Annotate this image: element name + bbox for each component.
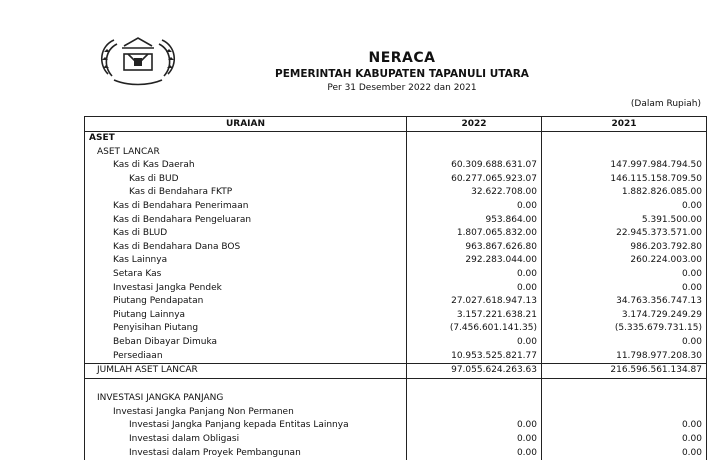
table-row <box>85 336 707 350</box>
balance-sheet-table <box>84 116 707 460</box>
row-label: Investasi dalam Obligasi <box>85 433 407 447</box>
row-label: ASET LANCAR <box>85 146 407 160</box>
value-2021: 0.00 <box>542 282 707 296</box>
value-2022: 60.277.065.923.07 <box>407 173 542 187</box>
table-row <box>85 322 707 336</box>
value-2022: 97.055.624.263.63 <box>407 364 542 379</box>
row-label: Kas Lainnya <box>85 254 407 268</box>
value-2021: 22.945.373.571.00 <box>542 227 707 241</box>
value-2022: 60.309.688.631.07 <box>407 159 542 173</box>
row-label: Investasi Jangka Pendek <box>85 282 407 296</box>
row-label: Persediaan <box>85 350 407 364</box>
value-2021: 1.882.826.085.00 <box>542 186 707 200</box>
total-row <box>85 364 707 379</box>
value-2022: 27.027.618.947.13 <box>407 295 542 309</box>
row-label: Kas di Bendahara Penerimaan <box>85 200 407 214</box>
value-2021: 0.00 <box>542 268 707 282</box>
row-label: Investasi dalam Proyek Pembangunan <box>85 447 407 461</box>
table-row <box>85 186 707 200</box>
table-row <box>85 254 707 268</box>
table-row <box>85 146 707 160</box>
table-row <box>85 132 707 146</box>
column-header-uraian: URAIAN <box>85 117 407 132</box>
value-2021: 986.203.792.80 <box>542 241 707 255</box>
value-2022: 0.00 <box>407 433 542 447</box>
value-2021: 216.596.561.134.87 <box>542 364 707 379</box>
row-label: Kas di Kas Daerah <box>85 159 407 173</box>
row-label: JUMLAH ASET LANCAR <box>85 364 407 379</box>
row-label: INVESTASI JANGKA PANJANG <box>85 392 407 406</box>
row-label: Piutang Lainnya <box>85 309 407 323</box>
table-row <box>85 309 707 323</box>
column-header-2021: 2021 <box>542 117 707 132</box>
value-2022: 3.157.221.638.21 <box>407 309 542 323</box>
value-2021: 11.798.977.208.30 <box>542 350 707 364</box>
table-row <box>85 295 707 309</box>
table-row <box>85 159 707 173</box>
value-2022: 0.00 <box>407 447 542 461</box>
column-header-2022: 2022 <box>407 117 542 132</box>
value-2021: (5.335.679.731.15) <box>542 322 707 336</box>
value-2021: 34.763.356.747.13 <box>542 295 707 309</box>
table-row <box>85 350 707 364</box>
value-2021: 0.00 <box>542 433 707 447</box>
row-label: Beban Dibayar Dimuka <box>85 336 407 350</box>
value-2021: 0.00 <box>542 419 707 433</box>
row-label: Kas di Bendahara FKTP <box>85 186 407 200</box>
table-header-row <box>85 117 707 132</box>
table-row <box>85 227 707 241</box>
value-2021: 0.00 <box>542 200 707 214</box>
entity-name: PEMERINTAH KABUPATEN TAPANULI UTARA <box>275 68 529 80</box>
table-row <box>85 433 707 447</box>
value-2021: 0.00 <box>542 447 707 461</box>
table-row <box>85 200 707 214</box>
value-2022: 292.283.044.00 <box>407 254 542 268</box>
row-label: Investasi Jangka Panjang kepada Entitas Lainnya <box>85 419 407 433</box>
row-label: ASET <box>85 132 407 146</box>
row-label: Kas di BLUD <box>85 227 407 241</box>
table-row <box>85 241 707 255</box>
report-title: NERACA <box>368 50 436 66</box>
table-row <box>85 214 707 228</box>
value-2022: 0.00 <box>407 268 542 282</box>
row-label: Kas di Bendahara Pengeluaran <box>85 214 407 228</box>
value-2022: 953.864.00 <box>407 214 542 228</box>
value-2021: 260.224.003.00 <box>542 254 707 268</box>
value-2021: 0.00 <box>542 336 707 350</box>
row-label: Kas di BUD <box>85 173 407 187</box>
value-2021: 146.115.158.709.50 <box>542 173 707 187</box>
value-2022: 0.00 <box>407 419 542 433</box>
value-2022: 1.807.065.832.00 <box>407 227 542 241</box>
row-label: Kas di Bendahara Dana BOS <box>85 241 407 255</box>
table-row <box>85 173 707 187</box>
value-2022: 0.00 <box>407 282 542 296</box>
value-2022: 10.953.525.821.77 <box>407 350 542 364</box>
table-row <box>85 268 707 282</box>
table-row <box>85 447 707 461</box>
table-row <box>85 406 707 420</box>
value-2021: 5.391.500.00 <box>542 214 707 228</box>
table-row <box>85 419 707 433</box>
report-period: Per 31 Desember 2022 dan 2021 <box>327 83 477 93</box>
spacer-row <box>85 378 707 392</box>
table-row <box>85 282 707 296</box>
value-2021: 3.174.729.249.29 <box>542 309 707 323</box>
table-row <box>85 392 707 406</box>
row-label: Piutang Pendapatan <box>85 295 407 309</box>
row-label: Penyisihan Piutang <box>85 322 407 336</box>
value-2022: 0.00 <box>407 200 542 214</box>
value-2021: 147.997.984.794.50 <box>542 159 707 173</box>
row-label: Setara Kas <box>85 268 407 282</box>
value-2022: 32.622.708.00 <box>407 186 542 200</box>
currency-unit-note: (Dalam Rupiah) <box>630 99 701 109</box>
value-2022: (7.456.601.141.35) <box>407 322 542 336</box>
value-2022: 963.867.626.80 <box>407 241 542 255</box>
report-header <box>258 50 546 93</box>
row-label: Investasi Jangka Panjang Non Permanen <box>85 406 407 420</box>
tapanuli-utara-emblem-icon <box>94 34 182 86</box>
value-2022: 0.00 <box>407 336 542 350</box>
